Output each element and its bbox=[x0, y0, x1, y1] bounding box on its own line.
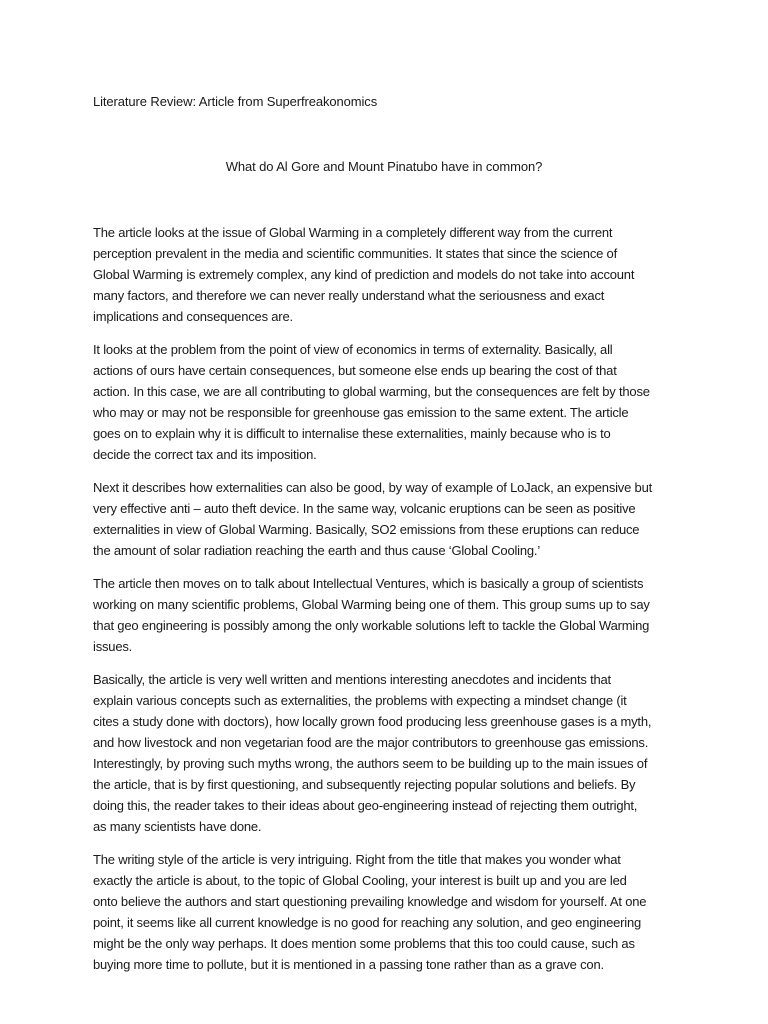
paragraph-line: doing this, the reader takes to their ideas about geo-engineering instead of rejecting them outright, bbox=[93, 798, 638, 813]
paragraph-line: The article then moves on to talk about Intellectual Ventures, which is basically a group of scientists bbox=[93, 576, 644, 591]
paragraph-line: working on many scientific problems, Global Warming being one of them. This group sums up to say bbox=[93, 597, 650, 612]
paragraph-line: onto believe the authors and start questioning prevailing knowledge and wisdom for yourself. At one bbox=[93, 894, 647, 909]
paragraph-line: Basically, the article is very well written and mentions interesting anecdotes and incidents that bbox=[93, 672, 611, 687]
paragraph-line: Interestingly, by proving such myths wrong, the authors seem to be building up to the main issues of bbox=[93, 756, 648, 771]
paragraph-line: Next it describes how externalities can also be good, by way of example of LoJack, an expensive but bbox=[93, 480, 653, 495]
paragraph-line: The writing style of the article is very intriguing. Right from the title that makes you wonder what bbox=[93, 852, 621, 867]
paragraph bbox=[93, 573, 693, 657]
paragraph-line: who may or may not be responsible for greenhouse gas emission to the same extent. The article bbox=[93, 405, 629, 420]
paragraph-line: as many scientists have done. bbox=[93, 819, 262, 834]
document-title: What do Al Gore and Mount Pinatubo have in common? bbox=[225, 159, 543, 174]
paragraph-line: issues. bbox=[93, 639, 133, 654]
paragraph-line: implications and consequences are. bbox=[93, 309, 293, 324]
paragraph-line: action. In this case, we are all contributing to global warming, but the consequences are felt by those bbox=[93, 384, 650, 399]
paragraph-line: buying more time to pollute, but it is mentioned in a passing tone rather than as a grave con. bbox=[93, 957, 604, 972]
paragraph-line: that geo engineering is possibly among the only workable solutions left to tackle the Global Warming bbox=[93, 618, 650, 633]
paragraph-line: decide the correct tax and its imposition. bbox=[93, 447, 317, 462]
paragraph bbox=[93, 339, 693, 465]
paragraph bbox=[93, 849, 693, 975]
paragraph bbox=[93, 669, 693, 837]
paragraph-line: might be the only way perhaps. It does mention some problems that this too could cause, such as bbox=[93, 936, 635, 951]
paragraph-line: Global Warming is extremely complex, any kind of prediction and models do not take into account bbox=[93, 267, 635, 282]
paragraph-line: It looks at the problem from the point of view of economics in terms of externality. Basically, all bbox=[93, 342, 613, 357]
paragraph-line: externalities in view of Global Warming. Basically, SO2 emissions from these eruptions can reduce bbox=[93, 522, 640, 537]
document-label: Literature Review: Article from Superfreakonomics bbox=[93, 94, 378, 109]
paragraph-line: cites a study done with doctors), how locally grown food producing less greenhouse gases is a myth, bbox=[93, 714, 652, 729]
paragraph-line: the amount of solar radiation reaching the earth and thus cause ‘Global Cooling.’ bbox=[93, 543, 541, 558]
document-body bbox=[93, 222, 693, 987]
paragraph-line: actions of ours have certain consequences, but someone else ends up bearing the cost of that bbox=[93, 363, 617, 378]
paragraph-line: goes on to explain why it is difficult to internalise these externalities, mainly because who is to bbox=[93, 426, 611, 441]
paragraph-line: explain various concepts such as externalities, the problems with expecting a mindset change (it bbox=[93, 693, 627, 708]
paragraph bbox=[93, 477, 693, 561]
paragraph-line: exactly the article is about, to the topic of Global Cooling, your interest is built up and you are led bbox=[93, 873, 627, 888]
paragraph-line: very effective anti – auto theft device. In the same way, volcanic eruptions can be seen as positive bbox=[93, 501, 636, 516]
paragraph-line: the article, that is by first questioning, and subsequently rejecting popular solutions and beliefs. By bbox=[93, 777, 636, 792]
paragraph-line: point, it seems like all current knowledge is no good for reaching any solution, and geo engineering bbox=[93, 915, 642, 930]
paragraph-line: perception prevalent in the media and scientific communities. It states that since the science of bbox=[93, 246, 617, 261]
paragraph-line: many factors, and therefore we can never really understand what the seriousness and exact bbox=[93, 288, 605, 303]
paragraph-line: The article looks at the issue of Global Warming in a completely different way from the current bbox=[93, 225, 613, 240]
paragraph-line: and how livestock and non vegetarian food are the major contributors to greenhouse gas emissions. bbox=[93, 735, 649, 750]
paragraph bbox=[93, 222, 693, 327]
